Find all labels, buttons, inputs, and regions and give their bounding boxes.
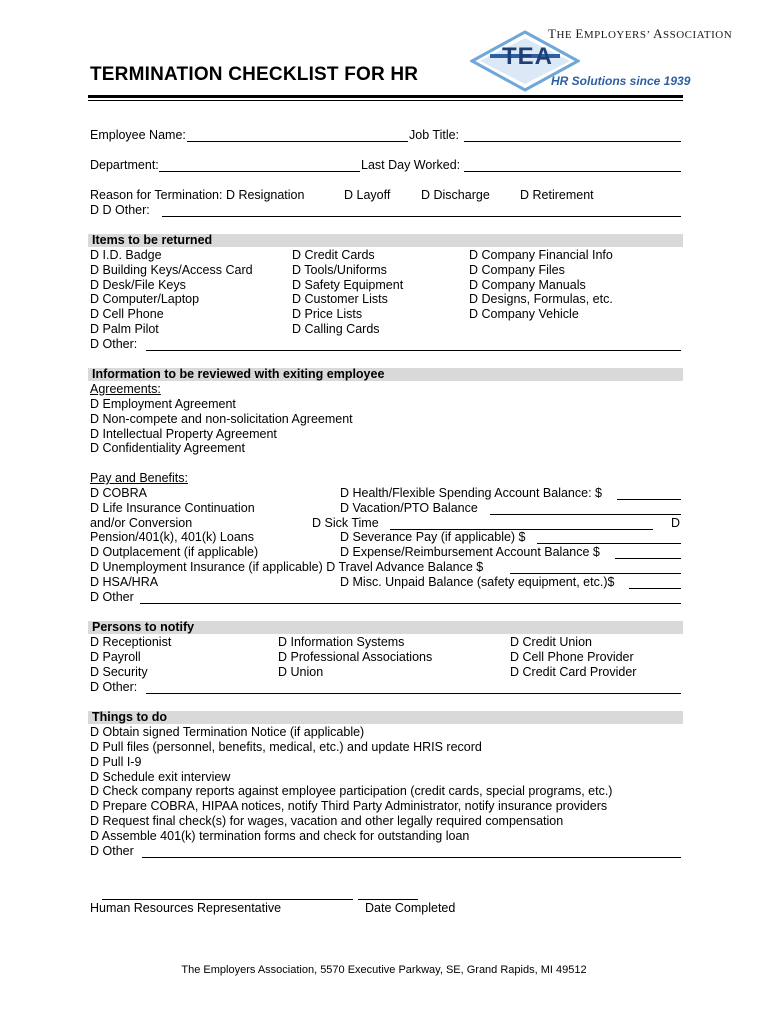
section-things-to-do-title: Things to do bbox=[92, 710, 167, 724]
pay-item-life-cont: and/or Conversion bbox=[90, 516, 193, 530]
return-item[interactable]: D Company Manuals bbox=[469, 278, 586, 292]
return-item[interactable]: D Credit Cards bbox=[292, 248, 375, 262]
todo-item[interactable]: D Prepare COBRA, HIPAA notices, notify Third Party Administrator, notify insurance providers bbox=[90, 799, 608, 813]
todo-other-label[interactable]: D Other bbox=[90, 844, 134, 858]
section-items-returned bbox=[88, 234, 683, 247]
todo-item[interactable]: D Pull files (personnel, benefits, medical, etc.) and update HRIS record bbox=[90, 740, 482, 754]
pay-item-hsa[interactable]: D HSA/HRA bbox=[90, 575, 159, 589]
reason-other-field[interactable] bbox=[162, 216, 681, 217]
notify-item[interactable]: D Payroll bbox=[90, 650, 141, 664]
return-other-field[interactable] bbox=[146, 350, 681, 351]
pay-item-sick[interactable]: D Sick Time bbox=[312, 516, 379, 530]
return-item[interactable]: D Palm Pilot bbox=[90, 322, 159, 336]
notify-item[interactable]: D Professional Associations bbox=[278, 650, 433, 664]
travel-advance-field[interactable] bbox=[510, 573, 681, 574]
pay-item-life[interactable]: D Life Insurance Continuation bbox=[90, 501, 255, 515]
severance-field[interactable] bbox=[537, 543, 681, 544]
last-day-field[interactable] bbox=[464, 171, 681, 172]
return-item[interactable]: D Company Vehicle bbox=[469, 307, 579, 321]
todo-other-field[interactable] bbox=[142, 857, 681, 858]
pay-other-field[interactable] bbox=[140, 603, 681, 604]
return-item[interactable]: D Cell Phone bbox=[90, 307, 164, 321]
pay-item-vacation[interactable]: D Vacation/PTO Balance bbox=[340, 501, 478, 515]
notify-item[interactable]: D Credit Card Provider bbox=[510, 665, 637, 679]
title-rule-thick bbox=[88, 95, 683, 98]
pay-item-pension: Pension/401(k), 401(k) Loans bbox=[90, 530, 254, 544]
agreement-item[interactable]: D Non-compete and non-solicitation Agreement bbox=[90, 412, 353, 426]
health-balance-field[interactable] bbox=[617, 499, 681, 500]
footer-address: The Employers Association, 5570 Executive Parkway, SE, Grand Rapids, MI 49512 bbox=[181, 964, 587, 976]
todo-item[interactable]: D Assemble 401(k) termination forms and check for outstanding loan bbox=[90, 829, 470, 843]
job-title-label: Job Title: bbox=[409, 128, 460, 142]
notify-item[interactable]: D Cell Phone Provider bbox=[510, 650, 634, 664]
pay-item-unemployment[interactable]: D Unemployment Insurance (if applicable) D Travel Advance Balance $ bbox=[90, 560, 484, 574]
tea-logo-acronym: TEA bbox=[502, 43, 553, 70]
notify-item[interactable]: D Receptionist bbox=[90, 635, 172, 649]
logo-org-name: THE EMPLOYERS’ ASSOCIATION bbox=[548, 26, 733, 41]
vacation-balance-field[interactable] bbox=[490, 514, 681, 515]
reason-layoff[interactable]: D Layoff bbox=[344, 188, 391, 202]
section-persons-notify-title: Persons to notify bbox=[92, 620, 195, 634]
pay-item-health[interactable]: D Health/Flexible Spending Account Balance: $ bbox=[340, 486, 602, 500]
date-completed-field[interactable] bbox=[358, 899, 418, 900]
todo-item[interactable]: D Request final check(s) for wages, vacation and other legally required compensation bbox=[90, 814, 564, 828]
pay-item-checkbox[interactable]: D bbox=[671, 516, 681, 530]
pay-item-misc[interactable]: D Misc. Unpaid Balance (safety equipment, etc.)$ bbox=[340, 575, 615, 589]
notify-item[interactable]: D Security bbox=[90, 665, 148, 679]
return-item[interactable]: D Calling Cards bbox=[292, 322, 380, 336]
reason-resignation[interactable]: Reason for Termination: D Resignation bbox=[90, 188, 305, 202]
hr-rep-label: Human Resources Representative bbox=[90, 901, 282, 915]
logo-tagline: HR Solutions since 1939 bbox=[551, 74, 691, 88]
section-items-returned-title: Items to be returned bbox=[92, 233, 213, 247]
return-item[interactable]: D Company Financial Info bbox=[469, 248, 613, 262]
todo-item[interactable]: D Schedule exit interview bbox=[90, 770, 231, 784]
title-rule-thin bbox=[88, 100, 683, 101]
pay-item-expense[interactable]: D Expense/Reimbursement Account Balance $ bbox=[340, 545, 600, 559]
pay-item-severance[interactable]: D Severance Pay (if applicable) $ bbox=[340, 530, 526, 544]
agreements-label: Agreements: bbox=[90, 382, 161, 396]
page-title: TERMINATION CHECKLIST FOR HR bbox=[90, 64, 419, 85]
section-persons-notify bbox=[88, 621, 683, 634]
pay-other-label[interactable]: D Other bbox=[90, 590, 134, 604]
department-field[interactable] bbox=[159, 171, 360, 172]
return-item[interactable]: D Company Files bbox=[469, 263, 565, 277]
todo-item[interactable]: D Pull I-9 bbox=[90, 755, 142, 769]
expense-field[interactable] bbox=[615, 558, 681, 559]
agreement-item[interactable]: D Employment Agreement bbox=[90, 397, 236, 411]
misc-balance-field[interactable] bbox=[629, 588, 681, 589]
return-item[interactable]: D Tools/Uniforms bbox=[292, 263, 387, 277]
reason-other-label[interactable]: D D Other: bbox=[90, 203, 150, 217]
todo-item[interactable]: D Check company reports against employee participation (credit cards, special programs, etc.) bbox=[90, 784, 613, 798]
hr-rep-signature-field[interactable] bbox=[102, 899, 353, 900]
todo-item[interactable]: D Obtain signed Termination Notice (if applicable) bbox=[90, 725, 365, 739]
return-item[interactable]: D Designs, Formulas, etc. bbox=[469, 292, 613, 306]
notify-item[interactable]: D Credit Union bbox=[510, 635, 592, 649]
section-review-title: Information to be reviewed with exiting employee bbox=[92, 367, 385, 381]
return-item[interactable]: D Computer/Laptop bbox=[90, 292, 200, 306]
return-item[interactable]: D Customer Lists bbox=[292, 292, 388, 306]
pay-benefits-label: Pay and Benefits: bbox=[90, 471, 188, 485]
reason-discharge[interactable]: D Discharge bbox=[421, 188, 490, 202]
department-label: Department: bbox=[90, 158, 159, 172]
pay-item-outplacement[interactable]: D Outplacement (if applicable) bbox=[90, 545, 259, 559]
agreement-item[interactable]: D Intellectual Property Agreement bbox=[90, 427, 277, 441]
return-item[interactable]: D I.D. Badge bbox=[90, 248, 162, 262]
section-things-to-do bbox=[88, 711, 683, 724]
section-review-band-ext bbox=[386, 368, 683, 381]
reason-retirement[interactable]: D Retirement bbox=[520, 188, 594, 202]
section-review bbox=[88, 368, 386, 381]
notify-item[interactable]: D Information Systems bbox=[278, 635, 405, 649]
notify-other-field[interactable] bbox=[146, 693, 681, 694]
return-other-label[interactable]: D Other: bbox=[90, 337, 138, 351]
agreement-item[interactable]: D Confidentiality Agreement bbox=[90, 441, 245, 455]
return-item[interactable]: D Building Keys/Access Card bbox=[90, 263, 253, 277]
last-day-label: Last Day Worked: bbox=[361, 158, 461, 172]
employee-name-field[interactable] bbox=[187, 141, 408, 142]
pay-item-cobra[interactable]: D COBRA bbox=[90, 486, 147, 500]
notify-other-label[interactable]: D Other: bbox=[90, 680, 138, 694]
return-item[interactable]: D Safety Equipment bbox=[292, 278, 404, 292]
return-item[interactable]: D Price Lists bbox=[292, 307, 363, 321]
job-title-field[interactable] bbox=[464, 141, 681, 142]
notify-item[interactable]: D Union bbox=[278, 665, 324, 679]
return-item[interactable]: D Desk/File Keys bbox=[90, 278, 186, 292]
date-completed-label: Date Completed bbox=[365, 901, 456, 915]
employee-name-label: Employee Name: bbox=[90, 128, 186, 142]
